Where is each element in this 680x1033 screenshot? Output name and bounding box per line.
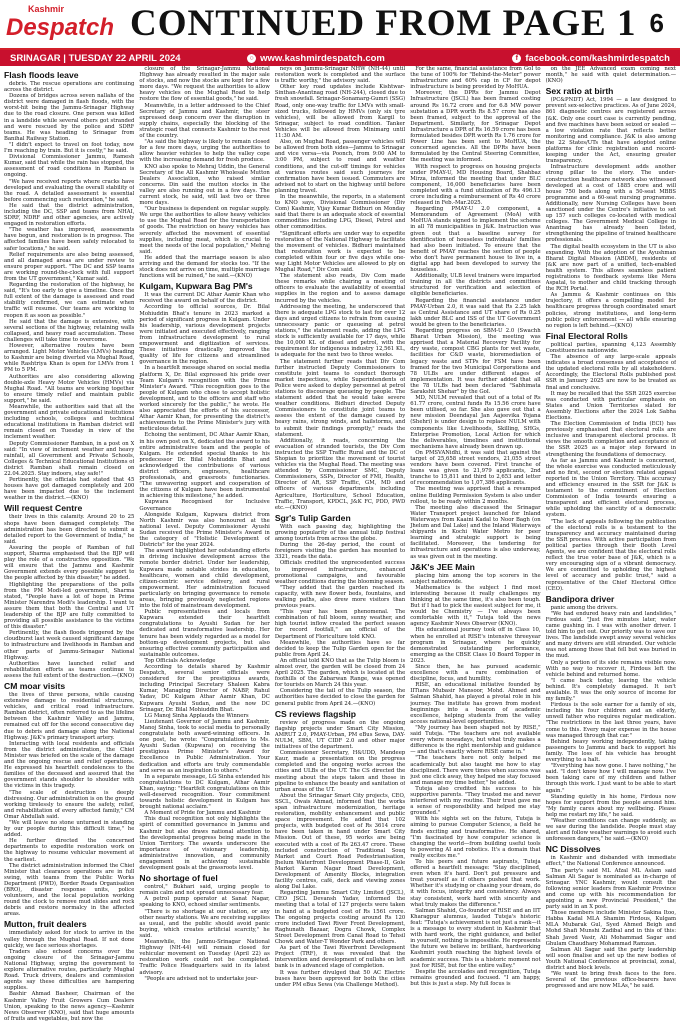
article-headline: Kulgam, Kupwara Bag PM's xyxy=(139,281,253,292)
article-paragraph: Public representatives and locals from Kupwara extended their heartfelt congratulations to Ayushi Sudan for her dedicated and transformative leadership. Her tenure has been widely regarded as a model for bottom-up development projects, but also ensuring effective community participation and sustainable outcomes. xyxy=(139,609,270,658)
article-headline: Sgr's Tulip Garden xyxy=(274,512,351,523)
article-paragraph: control," Bukhari said, urging people to remain calm and not spread unnecessary fear. xyxy=(139,884,270,897)
article-paragraph: The meeting was apprised that a revamped online Building Permission System is also under rollout, to be ready within 2 months. xyxy=(410,486,541,505)
article-paragraph: Standing quietly in his home, Firdous now hopes for support from the people around him. "My family cares about my wellbeing. Please help me restart my life," he said. xyxy=(545,793,677,818)
article-paragraph: "People are advised not to undertake jour- xyxy=(144,975,259,982)
article-paragraph: "The teachers here not only helped me academically but also taught me how to stay disciplined. There were times when success was just one click away, they helped me stay focused and manage my time better," he added. xyxy=(410,755,541,786)
website xyxy=(206,53,426,64)
facebook xyxy=(426,53,680,64)
article-paragraph: Considering the tail of the Tulip season, the authorities have decided to close the garden for general public from April 24.—(KNO) xyxy=(274,688,406,707)
article-paragraph: "We will leave no stone unturned in standing by our people during this difficult time," he added. xyxy=(4,819,135,839)
article-paragraph: "The lack of appeals following the publication of the electoral rolls is a testament to the transparency and accuracy maintained during the SSR process. With active participation from political parties through their Booth Level Agents, we are confident that the electoral rolls reflect the true voter base of J&K, which is a very encouraging sign of a vibrant democracy. We are committed to upholding the highest level of accuracy and public trust," said a representative of the Chief Electoral Office (CEO). xyxy=(545,518,677,592)
article-paragraph: immediately asked for stock to arrive in the valley through the Mughal Road. If not done quickly, we face serious shortages. xyxy=(4,930,135,949)
newspaper-logo xyxy=(6,4,124,42)
article-paragraph: Behind heavy working independently, taking passengers to Jammu and back to support his family. The loss of his vehicle has brought everything to a halt. xyxy=(545,738,677,764)
article-paragraph: Relief requirements are also being assessed, and all damaged areas are under review to ensure proper support. "The DC and SSP teams are working round-the-clock with full support from the UT government," Kumar said. xyxy=(4,251,135,282)
article-headline: NC Dissolves xyxy=(545,844,601,855)
website-url: www.kashmirdespatch.com xyxy=(260,52,385,64)
article-paragraph: Also, on Mughal Road, passenger vehicles will be allowed from both sides—Jammu to Srinagar and vice versa—via Poonch, from 9:00 AM to 3:00 PM, subject to road and weather conditions, and the cut-off timings for vehicles at various routes said such journeys for confirmation have been issued. Commuters are advised not to start on the highway until before planning travel. xyxy=(274,139,406,194)
article-paragraph: Infrastructure development adds another strong pillar to the story. The under-construction healthcare network also witnessed developed at a cost of 1885 crore and will house 750 beds along with a 50-seat MBBS programme and a 60-seat nursing programme. Additionally, new Nursing Colleges have been sanctioned under the Centre's initiative to set up 157 such colleges co-located with medical colleges. The Government Medical College in Anantnag has already been listed, strengthening the pipeline of trained healthcare professionals. xyxy=(545,164,677,244)
article-paragraph: KNO also spoke to Mehraj Uddin, the General Secretary of the All Kashmir Wholesale Mutton Dealers Association, who raised similar concerns. Din said the mutton stocks in the valley are also running out in a few days. The current stock, he said, will last two or three more days. xyxy=(139,163,270,207)
article-paragraph: As far as Jammu and Kashmir is concerned, the whole exercise was conducted meticulously and no first, second or election related appeal reported in the Union Territory. This accuracy and efficiency ensured in the SSR for J&K is testament to the commitment of Election Commission of India towards ensuring a transparent and efficient electoral process, while upholding the sanctity of a democratic system. xyxy=(545,457,677,519)
article-paragraph: Only a portion of its side remains visible now. With no way to recover it, Firdous left the vehicle behind and returned home. xyxy=(545,659,677,678)
article-paragraph: Kupwara Recognised for Inclusive Governance xyxy=(139,499,270,512)
article-paragraph: Meanwhile, the authorities have so far decided to keep the Tulip Garden open for the public from April 24. xyxy=(274,639,406,658)
article-paragraph: As part of the Tawi Riverfront Development Project (TRF), it was revealed that the intervention and development of nullahs on left bank is in advanced stage of completion. xyxy=(274,945,406,970)
article-paragraph: "Weather conditions can change suddenly, as we saw during the landslide. People must stay alert and follow weather warnings to avoid such unforeseen dangers," he said.—(KNO) xyxy=(545,817,677,843)
article-paragraph: "I came back today, leaving the vehicle behind. It's completely damaged. It isn't available. It was the only source of income for my family." xyxy=(545,677,677,703)
article-paragraph: Lieutenant Governor of Jammu and Kashmir, Manoj Sinha, took to social media to personally congratulate both award-winning officers. In one post, he wrote: "Congratulations to Ms. Ayushi Sudan (Kupwara) on receiving the prestigious Prime Minister's Award for Excellence in Public Administration. Your dedication and efforts are truly commendable and serve as an inspiration to others." xyxy=(139,718,270,774)
article-paragraph: The award highlighted her outstanding efforts in driving inclusive development across the remote border district. Under her leadership, Kupwara made notable strides in education, healthcare, women and child development, citizen-centric service delivery, and rural empowerment. Her administration focused particularly on bringing governance to remote areas, bringing previously neglected regions into the fold of mainstream development. xyxy=(139,548,270,610)
article-paragraph: The statement also reads, Div Com made these remarks while chairing a meeting of officers to evaluate the availability of essential supplies in the region and to assess damage incurred by the vehicles. xyxy=(274,273,406,304)
globe-icon: ○ xyxy=(247,54,256,63)
article-paragraph: "We have received reports where cracks have developed and evaluating the overall stability of the road. A detailed assessment is essential before commencing such restoration," he said. xyxy=(4,178,135,203)
article-paragraph: Echoing the sentiment, DC Athar Aamir Khan, in his own post on X, dedicated the award to his entire administrative team and the people of Kulgam. He extended special thanks to his predecessor Dr. Bilal Mohiuddin Bhat and acknowledged the contributions of various district officers, engineers, healthcare professionals, and grassroots functionaries. "The unwavering support and cooperation of the citizens of Kulgam have been instrumental in achieving this milestone," he added. xyxy=(139,432,270,500)
article-paragraph: neys on Jammu-Srinagar NHW (NH-44) until restoration work is completed and the surface is traffic worthy," the advisory said. xyxy=(274,66,406,85)
article-paragraph: Moreover, the DPRs for Jammu Depot Infrastructure (JSCL) has been framed costing around Rs 16.72 crore and for 6.8 MW power substation a DPR worth Rs 8.57 crore has also been framed, subject to the approval of the Department. Similarly, for Srinagar Depot Infrastructure a DPR of Rs 16.59 crore has been formulated besides DPR worth Rs 1.76 crore for Power Line has been sent to MoHUA, the concerned agencies. All the DPRs have been formulated by the Central Steering Committee, the meeting was informed. xyxy=(410,90,541,164)
article-paragraph: With his sights set on the future, Tuteja is aiming to pursue Computer Science, a field he finds exciting and transformative. He shared, "I'm fascinated by how computer science is changing the world—from building useful tools to powering AI and robotics. It's a domain that really excites me." xyxy=(410,816,541,859)
article-headline: Bandipora driver xyxy=(545,593,615,604)
article-paragraph: However, alternative routes have been arranged. Light Motor Vehicles (LMVs) heading to Kashmir are being diverted via Mughal Road, while Rashtriya Khan is open for LMVs from 1 PM to 5 PM. xyxy=(4,343,135,374)
article-paragraph: With each passing day, highlighting the growing popularity of the annual tulip festival among tourists from across the globe. xyxy=(274,523,406,543)
text-column xyxy=(410,66,540,1031)
article-paragraph: Salman Shahid, Co-founder of RISE and an IIT Kharagpur alumnus, lauded Tuteja's historic feat: "Tuteja's achievement is not just a rank—it is a message to every student in Kashmir that with hard work, the right guidance, and belief in yourself, nothing is impossible. He represents the future we believe in: brilliant, hardworking Kashmiri youth reaching the highest levels of academic success. This is a historic moment not just for RISE, but for the entire valley." xyxy=(410,907,541,969)
article-paragraph: Regarding the financial assistance under PMAY-Urban 2.0, it was said that Rs 2.25 lakh as Central Assistance and UT share of Rs 0.25 lakh under BLC and ISS of the UT Government would be given to the beneficiaries. xyxy=(410,297,541,328)
article-paragraph: in Kashmir and disbanded with immediate effect," the National Conference announced. xyxy=(545,855,677,868)
article-headline: CS reviews flagship xyxy=(274,708,357,719)
article-paragraph: The district administration informed the Chief Minister that clearance operations are in full swing, with teams from the Public Works Department (PWD), Border Roads Organisation (BRO), disaster response units, police volunteers, and the local population working round the clock to remove mud slides and rock debris and restore normalcy in the affected areas. xyxy=(4,862,135,918)
article-paragraph: During the 26-day period, the count of foreigners visiting the garden has mounted to 3321, reads the data. xyxy=(274,542,406,561)
article-paragraph: Alongside Kulgam, Kupwara district from North Kashmir was also honoured at the national level. Deputy Commissioner Ayushi Sudan received the Prime Minister's Award in the category of "Holistic Development of Districts" for the year 2024. xyxy=(139,511,270,549)
article-paragraph: The meeting also discussed the Srinagar Water Transport project launched for Inland Waterways from Kaaini Kadal to Noor Bagh (on Jhelum and Dal Lake) and the Inland Waterways shipyards in Kochi Water Metro for peer learning and strategic support is being facilitated. Moreover, the tendering for infrastructure and operations is also underway, as was given out in the meeting. xyxy=(410,504,541,560)
info-bar xyxy=(0,50,680,66)
article-paragraph: "The weather has improved, assessments have begun, and restoration is in progress. The affected families have been safely relocated to safer locations," he said. xyxy=(4,227,135,252)
article-columns xyxy=(4,66,676,1031)
article-paragraph: He said that the damage is extensive, with several sections of the highway, retaining walls collapsed, and heavy road accumulation. These challenges will take time to overcome. xyxy=(4,318,135,343)
article-headline: J&K's JEE Main xyxy=(410,561,475,572)
article-paragraph: On PMSVANidhi, it was said that against the target of 25,658 street vendors, 21,055 street vendors have been covered. First tranche of loans was given to 21,979 applicants, 2nd tranche to 15,811 and third to 2,653 and letter of recommendation to 1,07,386 applicants. xyxy=(410,449,541,487)
article-paragraph: He further directed the concerned departments to expedite restoration work on the highway to resume vehicular movement at the earliest. xyxy=(4,838,135,863)
article-paragraph: It may be recalled that the SSR 2025 exercise was conducted with particular emphasis on States and Union Territories slated for Assembly Elections after the 2024 Lok Sabha Elections. xyxy=(545,390,677,421)
article-paragraph: Pertinently, the officials had stated that 45 houses have got damaged completely and 200 have been impacted due to the inclement weather in the district.—(KNO) xyxy=(4,477,135,502)
article-headline: Sex ratio at birth xyxy=(545,86,614,97)
article-paragraph: Commissioner Secretary, H&UDD, Mandeep Kaur, made a presentation on the progress completed and the ongoing works across the cities and ULBs of the UT. The CS directed the meeting about the steps taken and those in pipeline to enhance the beauty and sanitation of urban areas of the UT. xyxy=(274,750,406,793)
article-paragraph: debris. The rescue operations are continuing across the district. xyxy=(4,81,135,94)
article-paragraph: The party's said ML Afzal ML Aslam said Salman Ali Sagar is nominated as in-charge of Srinagar. YNC Kashmir, would consult the following senior leaders from Kashmir Province and come up with his recommendation for appointing a new Provincial President," the party said in an X post. xyxy=(545,867,677,911)
article-paragraph: Assuring the people of Ramban of full support, Sharma emphasised that the BJP will play the role of a constructive opposition. "We will ensure that the Jammu and Kashmir Government extends every possible support to the people affected by this disaster," he added. xyxy=(4,544,135,582)
text-column xyxy=(275,66,405,1031)
article-paragraph: Authorities are also considering allowing double-axle Heavy Motor Vehicles (HMVs) via Mughal Road. "All teams are working together to ensure timely relief and maintain public support," he said. xyxy=(4,373,135,404)
logo-main-text: Despatch xyxy=(6,14,115,41)
article-paragraph: It was the current DC Athar Aamir Khan who received the award on behalf of the district. xyxy=(139,292,270,305)
article-paragraph: Authorities have launched relief and rehabilitation efforts as teams continue to assess the full extent of the destruction.—(KNO) xyxy=(4,660,135,679)
page-number: 6 xyxy=(649,8,664,38)
article-paragraph: the lives of three persons, while causing extensive damage to residential structures, vehicles, and critical road infrastructure. Ramban district, often referred to as the lifeline between the Kashmir Valley and Jammu, remained cut off for the second consecutive day due to debris and damage along the National Highway. J&K's primary transport artery. xyxy=(4,692,135,741)
article-paragraph: With respect to progress on housing projects under PMAY-U, MD Housing Board, Shahbaz Mirza, informed the meeting that under BLC component, 16,000 beneficiaries have been completed with a fund utilization of Rs 496.13 crore including a reimbursement of Rs 40 crore released in Feb.-Mar.2025. xyxy=(410,163,541,207)
article-paragraph: The Election Commission of India (ECI) has previously emphasised that electoral rolls are inclusive and transparent electoral process. It views the smooth completion and acceptance of the SSR 2025 as a major step forward in strengthening the foundations of democracy. xyxy=(545,421,677,458)
article-paragraph: "I didn't expect to travel on foot today, now I'm reaching by train. But it is costly," he said. xyxy=(4,141,135,155)
article-paragraph: Bashir Ahmad Basheer, Chairman of the Kashmir Valley Fruit Growers Cum Dealers Union, speaking to the news agency—Kashmir News Observer (KNO), said that huge amounts of fruits and vegetables, but now the xyxy=(4,991,135,1022)
article-paragraph: on the JEE Advanced exam coming next month," he said with quiet determination.—(KNO) xyxy=(545,66,677,85)
article-paragraph: Other key road updates include Kishtwar-Sinthan-Anantnag road (NH-244), closed due to fresh snowfall. Srinagar-Sonamarg-Gumri (SSG) Road, only one-way traffic for LMVs with small-sized trucks, followed by HMVs (only six tyre vehicles), will be allowed from Kargil to Srinagar, subject to road condition. Tanker Vehicles will be allowed from Minimarg until 11:30 AM. xyxy=(274,84,406,140)
article-paragraph: Additionally, it reads, concerning the evacuation of stranded tourists, the Div Com instructed the SSP Traffic Rural and the DC of Shopian to prioritize the movement of tourist vehicles via the Mughal Road. The meeting was attended by Commissioner SMC, Deputy Commissioners, SSPs, Director of FMI, Health, Director of AR, SSP Traffic, GM, MD and officers of various departments including Agriculture, Horticulture, School Education, Traffic, Transport, KPDCL, J&K FC, PDD, PWD etc.—(KNO) xyxy=(274,437,406,511)
facebook-url: facebook.com/kashmirdespatch xyxy=(525,52,670,64)
article-paragraph: MD, NULM revealed that out of a total of Rs 61.77 crore, central funds Rs 15.56 crore have been utilised, so far. She also gave out that a new mission Deendayal Jan Aajeevika Yojana (Shehri) is under design to replace NULM with components like Livelihoods, Skilling, SHGs, Enterprise Promotion, Local Action for which the deliverables, timelines and institutional mechanisms have already been drawn up. xyxy=(410,395,541,450)
article-paragraph: "As said the highway is likely to remain closed for a few more days, urging the authorities to allow heavier vehicles to help the valley cope with the increasing demand for fresh produce. xyxy=(139,139,270,164)
article-paragraph: "They added that the garden reached its capacity, with new flower beds, fountains, and walking paths, also drew more visitors than previous years. xyxy=(274,584,406,610)
article-paragraph: "This year has been phenomenal. The combination of full bloom, sunny weather, and high tourist inflow created the perfect season for record footfall," an official of the Department of Floriculture told KNO. xyxy=(274,609,406,640)
article-paragraph: The statement further reads that Div Com further instructed Deputy Commissioners to constitute joint teams to conduct thorough market inspections, while Superintendents of Police were asked to deploy personnel at petrol stations to discourage queueing by people. The statement added that he would take severe weather conditions. Bidhuri directed Deputy Commissioners to constitute joint teams to assess the extent of the damage caused by heavy rains, strong winds, and hailstorms, and to submit their findings promptly," reads the statement. xyxy=(274,358,406,438)
article-paragraph: Those members include Minister Sakina Itoo, Habba Kadal MLA Shamim Firdous, Kulgam MLA Mubarak Gul, Syed Ahmed Beigh and Mohd Shafi Munshi Zadibal and in this of this: Shah Javed Vasir, Ali Mohammad Sagar and Ghulam Chaudhary Mohammad Ramzan. xyxy=(545,910,677,947)
article-paragraph: Traders also echoed concerns over the ongoing closure of the Srinagar-Jammu National Highway, urging the government to explore alternative routes, particularly Mughal Road. Truck drivers, dealers and commission agents say these difficulties are hampering supplies. xyxy=(4,948,135,992)
article-paragraph: Meanwhile, in a letter addressed to the Chief Secretary of Jammu and Kashmir, the steer expressed deep concern over the disruption in supply chains, especially the blocking of the strategic road that connects Kashmir to the rest of the country. xyxy=(139,102,270,140)
article-paragraph: "Significant efforts are under way to expedite restoration of the National Highway to facilitate the movement of vehicles. Bidhuri maintained that restoration work is expected to be completed within four or five days while one-way Light Motor Vehicles are allowed to ply on Mughal Road," Div Com said. xyxy=(274,230,406,274)
article-paragraph: Deputy Commissioner Ramban, in a post on X said: "In view of inclement weather and heavy rainfall, all Government and Private Schools, Colleges & Technical Educational Institutions of district Ramban shall remain closed on 22.04.2025. Stay indoors, stay safe!" xyxy=(4,440,135,477)
article-paragraph: LG Manoj Sinha Applauds the Winners xyxy=(144,712,249,719)
article-paragraph: Tuteja also credited his success to his supportive parents. "They trusted me and never interfered with my routine. Their trust gave me a sense of responsibility and helped me stay grounded." xyxy=(410,785,541,817)
article-paragraph: About the Srinagar Smart City projects, CEO, SSCL, Owais Ahmad, informed that the works span infrastructure modernization, heritage restoration, mobility enhancement and public space improvement. He added that 102 projects, with budgeted cost of Rs 3614 crore have been taken in hand under Smart City Mission. Out of these, 95 works are being executed with a cost of Rs 263.47 crore. These included construction of Traditional Souq Market and Court Road Pedestrianisation, Jhelum Waterfront Development Phase-II, Gole Market Karan Nagar Road Development, Development of Amenity Blocks, integration facility centres, café, deck and viewing zones along Dal Lake. xyxy=(274,792,406,891)
article-paragraph: Addressing the meeting, he underscored that there is adequate LPG stock to last for over 12 days and urged citizens to refrain from causing unnecessary panic or queueing at petrol stations," the statement reads, adding the LPG stock is sufficiently available for 17 days, while the 10,000 KL of diesel and petrol, with the requirement for indigenous industry 12,561 KL, is adequate for the next two to three weeks. xyxy=(274,303,406,359)
article-paragraph: According to official sources, Dr. Bilal Mohiuddin Bhat's tenure in 2023 marked a period of significant progress in Kulgam. Under his leadership, various development projects were initiated and executed effectively, ranging from infrastructure development to rural empowerment and digitization of services. These initiatives drastically improved the quality of life for citizens and streamlined governance in the region. xyxy=(139,304,270,366)
article-headline: Final Electoral Rolls xyxy=(545,330,628,341)
article-paragraph: (PC&PNDT) Act, 1994 — a law designed to prevent sex-selective practices. As of June 2024, 861 diagnostic centres are registered across J&K. Only one court case is currently pending, and five machines have been seized or sealed — a low violation rate that reflects better monitoring and compliance. J&K is also among the 22 States/UTs that have adopted online platforms for clinic registration and record-keeping under the Act, ensuring greater transparency. xyxy=(545,97,677,165)
article-headline: Mutton, fruit dealers xyxy=(4,919,87,930)
article-paragraph: "We had endured heavy rain and landslides," Firdous said. "Just five minutes later, water came gushing in. I was with another driver. I told him to get out. Our priority was to save our lives. The landslide swept away several vehicles and many drivers are still stranded. Our vehicle was not among those that fell but was buried in the mud. xyxy=(545,610,677,660)
article-paragraph: This dual recognition not only highlights the spirit of committed governance in Jammu and Kashmir but also draws national attention to the developmental progress being made in the Union Territory. The awards underscore the importance of visionary leadership, administrative innovation, and community engagement in achieving sustainable development goals at the grassroots level. xyxy=(139,816,270,872)
article-paragraph: Highlighting the preparations of the polls from the PM Modi-led government, Sharma stated, "People have a lot of hope in Prime Minister Narendra Modi's leadership. I want to assure them that both the Central and UT leadership of the BJP are fully committed to providing all possible assistance to the victims of this disaster." xyxy=(4,581,135,631)
article-paragraph: To his peers and future aspirants, Tuteja offered a heartfelt message: "Stay disciplined, even when it's hard. Don't put pressure and treat yourself as if others pushed that work. Whether it's studying or chasing your dream, do it with focus, integrity and consistency. Always stay consistent, work hard with sincerity and what truly makes the difference." xyxy=(410,859,541,908)
text-column xyxy=(139,66,269,1031)
article-paragraph: closure of the Srinagar-Jammu National Highway has already resulted in the major sale of stocks, and now the stocks are kept for a few more days. "We request the authorities to allow heavy vehicles on the Mughal Road to help restore the flow of essential goods," he said. xyxy=(139,66,270,103)
article-paragraph: An official told KNO that as the Tulip bloom is almost over, the garden will be closed from 24 April 2025. The garden, which is located at the foothills of the Zabarwan Range, was opened for tourists on March 24 this year. xyxy=(274,657,406,689)
issue-date: SRINAGAR | TUESDAY 22 APRIL 2024 xyxy=(10,52,181,64)
masthead xyxy=(0,0,680,50)
article-paragraph: Since then, he has pursued academic excellence with a rare combination of discipline, focus, and humility. xyxy=(410,664,541,683)
text-column xyxy=(4,66,134,1031)
article-paragraph: According to details shared by Kashmir Despatch, several senior officials were considered for the prestigious awards, including Principal Secretary Shaleen Kabra Kumar, Managing Director of NABP, Rahul Yadav, DC Kulgam Athar Aamir Khan, DC Kupwara Ayushi Sudan, and the now DC Srinagar, Dr. Bilal Mohiuddin Bhat. xyxy=(139,664,270,713)
article-paragraph: "Everything has now gone. I have nothing," he said. "I don't know how I will manage now. I've been taking care of my children and father through this work. I just want to be able to start again." xyxy=(545,763,677,794)
logo-small-text: Kashmir xyxy=(28,4,65,14)
article-paragraph: "There is no shortage at our station, or any other nearby stations. We are receiving supplies as usual, and the public should avoid panic buying, which creates artificial scarcity," he said. xyxy=(139,908,270,939)
article-paragraph: Firdous is the sole earner for a family of six, including his four children and an elderly, unwell father who requires regular medication. "The restrictions in the last three years, have come to this. Every major expense in the house was managed through that car." xyxy=(545,702,677,739)
article-paragraph: RISE, an educational initiative founded by IITians Mubasir Mansoor, Mohd. Ahmed and Salman Shahid, has played a pivotal role in his journey. The institute has grown from modest beginnings into a beacon of academic excellence, helping students from the valley access national-level opportunities. xyxy=(410,682,541,725)
article-paragraph: Regarding PMAY-U 2.0 component, a Memorandum of Agreement (MoA) with MoHUA stands signed to implement the scheme in all 78 municipalities in J&K. Instruction was given out that a baseline survey for identification of houseless individuals' families had also been initiated. To ensure that the benefit of PMAY reaches the section of people who don't have permanent house to live in, a digital app had been developed to survey the houseless. xyxy=(410,206,541,274)
article-paragraph: The digital health ecosystem in the UT is also expanding. With the adoption of the Ayushman Bharat Digital Mission (ABDM), residents of J&K are now part of a unified, tech-enabled health system. This allows seamless patient registrations to feedback systems like Mera Aspatal, to mother and child tracking through the RCH Portal. xyxy=(545,243,677,293)
article-paragraph: placing him among the top scorers in the subject nationwide. xyxy=(410,572,541,585)
article-headline: CM moar visits xyxy=(4,681,66,691)
article-paragraph: "We want to bring fresh faces to the fore. Several of the previous office-bearers have progressed and are now MLAs," he said. xyxy=(545,971,677,990)
article-paragraph: panic among the drivers. xyxy=(550,604,618,611)
article-paragraph: A petrol pump operator at Sanat Nagar, speaking to KNO, echoed similar sentiments. xyxy=(139,896,270,909)
article-paragraph: their lives in this calamity. Around 20 to 25 shops have been damaged completely. The administration has been directed to submit a detailed report to the Government of India," he said. xyxy=(4,514,135,545)
article-paragraph: In the meanwhile, the reports, in a statement to KNO says, Divisional Commissioner (Div Com) Kashmir, Vijay Kumar Bidhuri on Monday said that there is an adequate stock of essential commodities including LPG, Diesel, Petrol and other commodities. xyxy=(274,193,406,231)
article-paragraph: review of progress made on the ongoing flagship projects under Smart City Mission, AMRUT 2.0, PMAY-Urban, PM eBus Sewa, DAY-NULM, SBM, UT CIDF 2.0 and other major initiatives of the department. xyxy=(274,719,406,751)
article-paragraph: Dozens of bridges across seven nallahs of the district were damaged in flash floods, with the worst-hit being the Jammu-Srinagar Highway due to the road closure. One person was killed in a landslide while several others got stranded and were rescued by the police and SDRF teams. He was heading to Srinagar from Banihal Railway Station. xyxy=(4,93,135,142)
article-paragraph: In a heartfelt message shared on social media platform X, Dr. Bilal expressed his pride over Team Kulgam's recognition with the Prime Minister's Award. "This recognition goes to the people of Kulgam who chose to accept holistic development, and to the officers and staff who worked sincerely for the public," he wrote. He also appreciated the efforts of his successor, Athar Aamir Khan, for presenting the district's achievements to the Prime Minister's jury with meticulous detail. xyxy=(139,365,270,433)
article-paragraph: Meanwhile, the authorities said that all the government and private educational institutions including schools, colleges and technical educational institutions in Ramban district will remain closed on Tuesday in view of the inclement weather. xyxy=(4,403,135,441)
article-paragraph: A Moment of Pride for Jammu and Kashmir xyxy=(144,810,261,817)
article-paragraph: Salman Ali Sagar said the party leadership will soon finalise and set up the new bodies of Youth National Conference at provincial, zonal, district and block levels. xyxy=(545,946,677,972)
article-paragraph: The absence of any large-scale appeals indicates a broad consensus and acceptance of the updated electoral rolls by all stakeholders. Accordingly, the Electoral Rolls published post SSR in January 2025 are now to be treated as final and conclusive. xyxy=(545,354,677,391)
article-paragraph: Regarding progress on SBM-U 2.0 (Swachh Bharat Urban Mission), the meeting was apprised that a Material Recovery Facility for dry waste, compost CBG plants for wet waste, facilities for C&D waste, bioremediation of legacy waste and STPs for FSM have been framed for the two Municipal Corporations and 78 ULBs are under different stages of implementation. It was further added that all the 78 ULBs had been declared "Sabhimata Sarakshit Shehar" by the GoI. xyxy=(410,328,541,395)
article-paragraph: Regarding the restoration of the highway, he said, "It's too early to give a timeline. Once the full extent of the damage is assessed and road stability confirmed, we can estimate when traffic will resume. Our teams are working to reopen it as soon as possible." xyxy=(4,282,135,319)
article-paragraph: Mathematics is the subject I find most interesting because it really challenges my thinking at the same time, it's also been tough. But if I had to pick the easiest subject for me, it would be Chemistry — I've always been comfortable with it," Tuteja told the news agency Kashmir News Observer (KNO). xyxy=(410,584,541,628)
article-paragraph: It was further divulged that 50 AC Electric buses have been approved for both the cities under PM eBus Sewa (via Challenge Method). xyxy=(274,969,406,988)
article-paragraph: political parties, spanning 4,123 Assembly Constituencies nationwide. xyxy=(545,341,677,354)
article-paragraph: Additionally, ULB level trainers were imparted training in all the districts and committees structured for verification and selection of eligible beneficiaries. xyxy=(410,273,541,298)
article-paragraph: "Our business is dependent on regular supply. We urge the authorities to allow heavy vehicles to use the Mughal Road for the transportation of goods. The restriction on heavy vehicles has severely affected the movement of essential supplies, including meat, which is crucial to meet the needs of the local population," Mehraj said. xyxy=(139,206,270,255)
article-paragraph: Pertinently, the flash floods triggered by the cloudburst last week caused significant damage to infrastructure and livelihoods in Ramban and other parts of Jammu-Srinagar National Highway. xyxy=(4,630,135,661)
article-headline: Will request Centre xyxy=(4,503,83,514)
section-title: CONTINUED FROM PAGE 1 xyxy=(130,3,637,44)
article-paragraph: Top Officials Acknowledge xyxy=(144,657,216,664)
article-paragraph: As Jammu & Kashmir continues on this trajectory, it offers a compelling model for healthcare progress through coordinated smart policies, strong institutions, and long-term public policy enforcement — all while ensuring no region is left behind.—(KNO) xyxy=(545,292,677,329)
article-paragraph: His educational journey took off in Class 10, when he enrolled at RISE's intensive threeyear program in Srinagar, where he quickly demonstrated outstanding performance, emerging as the CBSE Class 10 Board Topper in 2023. xyxy=(410,627,541,664)
article-paragraph: In a separate message, LG Sinha extended his congratulations to DC Kulgam, Athar Aamir Khan, saying: "Heartfelt congratulations on this well-deserved recognition. Your commitment towards holistic development in Kulgam has brought national acclaim." xyxy=(139,773,270,811)
article-paragraph: Meanwhile, the Jammu-Srinagar National Highway (NH-44) will remain closed for vehicular movement on Tuesday (April 22) as restoration work could not be completed. Traffic Police Headquarters said in its latest advisory. xyxy=(139,939,270,976)
article-paragraph: For the same, financial assistance from GoI to the tune of 100% for "Behind-the-Meter" power infrastructure and 60% cap in CF for depot infrastructure is being provided by MoHUA. xyxy=(410,66,541,91)
article-paragraph: Despite the accolades and recognition, Tuteja remains grounded and focused. "I am happy, but this is just a step. My full focus is xyxy=(410,968,541,987)
article-paragraph: He said that the district administration, including the DC, SSP and teams from NHAI, SDRF, NDRF and other agencies, are actively engaged in restoration efforts. xyxy=(4,202,135,228)
article-paragraph: Interacting with local residents and officials from the district administration, the Chief Minister was briefed on the scale of the damage and the ongoing rescue and relief operations. He expressed his heartfelt condolences to the families of the deceased and assured that the government stands shoulder to shoulder with the victims in this tragedy. xyxy=(4,740,135,790)
article-paragraph: Divisional Commissioner Jammu, Ramesh Kumar, said that while the rain has stopped, the assessment of road conditions in Ramban is ongoing. xyxy=(4,154,135,179)
article-paragraph: "My journey has been shaped not by RISE," said Tuteja. "The teachers are not available every where nowadays, but what truly makes a difference is the right mentorship and guidance — and that's exactly where RISE came in." xyxy=(410,724,541,756)
text-column xyxy=(546,66,676,1031)
facebook-icon: f xyxy=(512,54,521,63)
article-paragraph: Officials credited the unprecedented success to improved infrastructure, enhanced promotional campaigns, and favourable weather conditions during the blooming season. xyxy=(274,560,406,585)
article-headline: No shortage of fuel xyxy=(139,873,218,884)
article-paragraph: "The scale of destruction is deeply distressing. Our administration is on the ground working tirelessly to ensure the safety, relief, and rehabilitation of every affected family," CM Omar Abdullah said. xyxy=(4,789,135,820)
article-headline: Flash floods leave xyxy=(4,70,79,80)
article-paragraph: He added that the marriage season is also arriving and the demand for stocks too. "If the stock does not arrive on time, multiple marriage functions will be ruined," he said.—(KNO) xyxy=(139,254,270,280)
article-paragraph: Regarding Jammu Smart City Limited (JSCL), CEO JSCL Devansh Yadav, informed the meeting that a total of 127 projects were taken in hand at a budgeted cost of Rs 1561 crore. The ongoing projects costing around Rs 120 crore included Tawi River Front Development, Raghunath Bazaar, Dogra Chowk, Complex Street Development from Canal Road to Tehsil Chowk and Water-T Wonder Park and others. xyxy=(274,890,406,946)
